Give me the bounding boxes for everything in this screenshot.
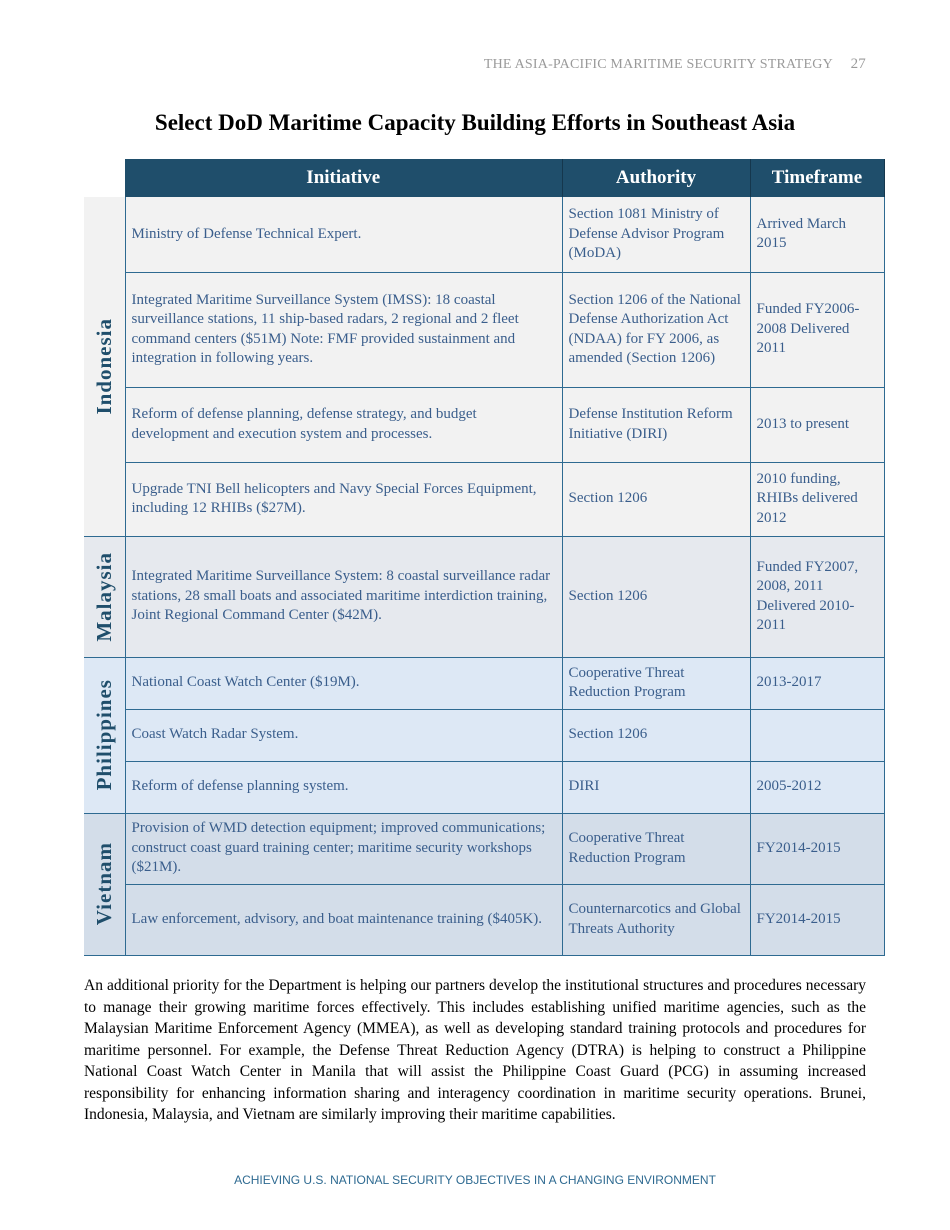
timeframe-cell: 2005-2012 <box>750 761 884 813</box>
table-row <box>84 709 884 761</box>
capacity-building-table <box>84 159 885 956</box>
country-cell-philippines <box>84 657 125 813</box>
table-header-row <box>84 159 884 197</box>
initiative-cell: Integrated Maritime Surveillance System: 8 coastal surveillance radar stations, 28 small boats and associated maritime interdiction training, Joint Regional Command Center ($42M). <box>125 536 562 657</box>
country-label: Philippines <box>91 679 116 791</box>
authority-cell: Cooperative Threat Reduction Program <box>562 813 750 884</box>
authority-cell: Cooperative Threat Reduction Program <box>562 657 750 709</box>
authority-cell: Defense Institution Reform Initiative (DIRI) <box>562 387 750 462</box>
table-row <box>84 197 884 272</box>
initiative-cell: National Coast Watch Center ($19M). <box>125 657 562 709</box>
column-header-authority: Authority <box>562 159 750 197</box>
initiative-cell: Law enforcement, advisory, and boat maintenance training ($405K). <box>125 884 562 955</box>
authority-cell: Section 1081 Ministry of Defense Advisor Program (MoDA) <box>562 197 750 272</box>
authority-cell: Section 1206 <box>562 462 750 536</box>
table-row <box>84 657 884 709</box>
timeframe-cell: 2013-2017 <box>750 657 884 709</box>
table-title: Select DoD Maritime Capacity Building Efforts in Southeast Asia <box>154 110 796 135</box>
header-spacer <box>84 159 125 197</box>
country-label: Indonesia <box>91 317 116 415</box>
page-footer: ACHIEVING U.S. NATIONAL SECURITY OBJECTIVES IN A CHANGING ENVIRONMENT <box>234 1173 716 1187</box>
authority-cell: Counternarcotics and Global Threats Authority <box>562 884 750 955</box>
authority-cell: Section 1206 <box>562 536 750 657</box>
country-cell-indonesia <box>84 197 125 536</box>
timeframe-cell: Funded FY2007, 2008, 2011 Delivered 2010-2011 <box>750 536 884 657</box>
table-row <box>84 813 884 884</box>
timeframe-cell: Funded FY2006-2008 Delivered 2011 <box>750 272 884 387</box>
column-header-timeframe: Timeframe <box>750 159 884 197</box>
initiative-cell: Upgrade TNI Bell helicopters and Navy Special Forces Equipment, including 12 RHIBs ($27M). <box>125 462 562 536</box>
initiative-cell: Integrated Maritime Surveillance System (IMSS): 18 coastal surveillance stations, 11 ship-based radars, 2 regional and 2 fleet command centers ($51M) Note: FMF provided sustainment and integration in following years. <box>125 272 562 387</box>
timeframe-cell: 2013 to present <box>750 387 884 462</box>
initiative-cell: Provision of WMD detection equipment; improved communications; construct coast guard training center; maritime security workshops ($21M). <box>125 813 562 884</box>
table-row <box>84 462 884 536</box>
running-title: THE ASIA-PACIFIC MARITIME SECURITY STRATEGY <box>483 57 833 72</box>
page-number: 27 <box>850 56 866 72</box>
table-row <box>84 536 884 657</box>
initiative-cell: Reform of defense planning system. <box>125 761 562 813</box>
timeframe-cell: Arrived March 2015 <box>750 197 884 272</box>
country-label: Vietnam <box>91 842 116 926</box>
table-row <box>84 761 884 813</box>
authority-cell: Section 1206 <box>562 709 750 761</box>
table-row <box>84 272 884 387</box>
column-header-initiative: Initiative <box>125 159 562 197</box>
country-label: Malaysia <box>91 551 116 642</box>
table-row <box>84 387 884 462</box>
table-row <box>84 884 884 955</box>
country-cell-vietnam <box>84 813 125 955</box>
initiative-cell: Reform of defense planning, defense strategy, and budget development and execution system and processes. <box>125 387 562 462</box>
authority-cell: DIRI <box>562 761 750 813</box>
initiative-cell: Coast Watch Radar System. <box>125 709 562 761</box>
country-cell-malaysia <box>84 536 125 657</box>
timeframe-cell: FY2014-2015 <box>750 813 884 884</box>
authority-cell: Section 1206 of the National Defense Authorization Act (NDAA) for FY 2006, as amended (Section 1206) <box>562 272 750 387</box>
timeframe-cell <box>750 709 884 761</box>
running-header <box>484 56 866 73</box>
timeframe-cell: FY2014-2015 <box>750 884 884 955</box>
initiative-cell: Ministry of Defense Technical Expert. <box>125 197 562 272</box>
body-paragraph: An additional priority for the Department is helping our partners develop the institutional structures and procedures necessary to manage their growing maritime forces effectively. This includes establishing unified maritime agencies, such as the Malaysian Maritime Enforcement Agency (MMEA), as well as developing standard training protocols and procedures for maritime personnel. For example, the Defense Threat Reduction Agency (DTRA) is helping to construct a Philippine National Coast Watch Center in Manila that will assist the Philippine Coast Guard (PCG) in assuming increased responsibility for enhancing information sharing and interagency coordination in maritime security operations. Brunei, Indonesia, Malaysia, and Vietnam are similarly improving their maritime capabilities. <box>84 977 866 1123</box>
timeframe-cell: 2010 funding, RHIBs delivered 2012 <box>750 462 884 536</box>
